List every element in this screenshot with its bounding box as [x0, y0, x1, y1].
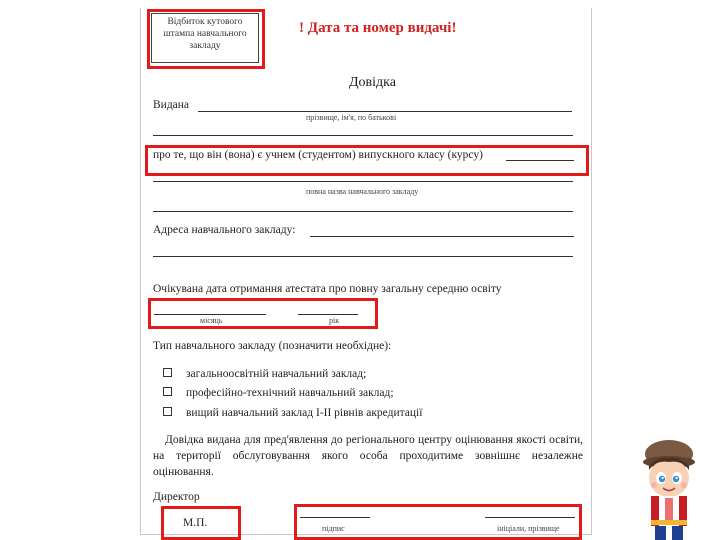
cartoon-kid-illustration [634, 440, 704, 540]
option-general-label: загальноосвітній навчальний заклад; [186, 368, 367, 380]
seal-label: М.П. [183, 517, 208, 529]
institution-line [153, 181, 573, 182]
option-general [163, 364, 366, 382]
name-caption: прізвище, ім'я, по батькові [306, 113, 397, 122]
document-title: Довідка [349, 75, 396, 90]
date-highlight [148, 298, 378, 329]
stamp-box: Відбиток кутового штампа навчального закладу [151, 13, 259, 63]
issued-to-label: Видана [153, 99, 190, 111]
option-vocational [163, 383, 394, 401]
director-label: Директор [153, 491, 200, 503]
expected-date-label: Очікувана дата отримання атестата про повну загальну середню освіту [153, 283, 502, 295]
option-higher [163, 403, 422, 421]
institution-type-label: Тип навчального закладу (позначити необхідне): [153, 340, 392, 352]
checkbox-vocational[interactable] [163, 387, 172, 396]
student-status-highlight [145, 145, 589, 176]
name-line [198, 111, 572, 112]
option-vocational-label: професійно-технічний навчальний заклад; [186, 387, 394, 399]
institution-caption: повна назва навчального закладу [306, 187, 419, 196]
signature-highlight [294, 504, 582, 540]
signature-caption: підпис [322, 524, 345, 533]
address-label: Адреса навчального закладу: [153, 224, 296, 236]
address-line-2 [153, 256, 573, 257]
checkbox-higher[interactable] [163, 407, 172, 416]
address-line [310, 236, 574, 237]
year-caption: рік [329, 316, 340, 325]
purpose-text: Довідка видана для пред'явлення до регіонального центру оцінювання якості освіти, на території обслуговування якого особа проходитиме зовнішнє незалежне оцінювання. [153, 434, 583, 478]
initials-caption: ініціали, прізвище [497, 524, 560, 533]
date-number-notice: ! Дата та номер видачі! [299, 20, 457, 36]
option-higher-label: вищий навчальний заклад І-ІІ рівнів акредитації [186, 407, 423, 419]
month-caption: місяць [200, 316, 223, 325]
institution-line-2 [153, 211, 573, 212]
seal-highlight [161, 506, 241, 540]
checkbox-general[interactable] [163, 368, 172, 377]
stamp-highlight [147, 9, 265, 69]
name-line-2 [153, 135, 573, 136]
student-status-text: про те, що він (вона) є учнем (студентом) випускного класу (курсу) [153, 149, 483, 161]
